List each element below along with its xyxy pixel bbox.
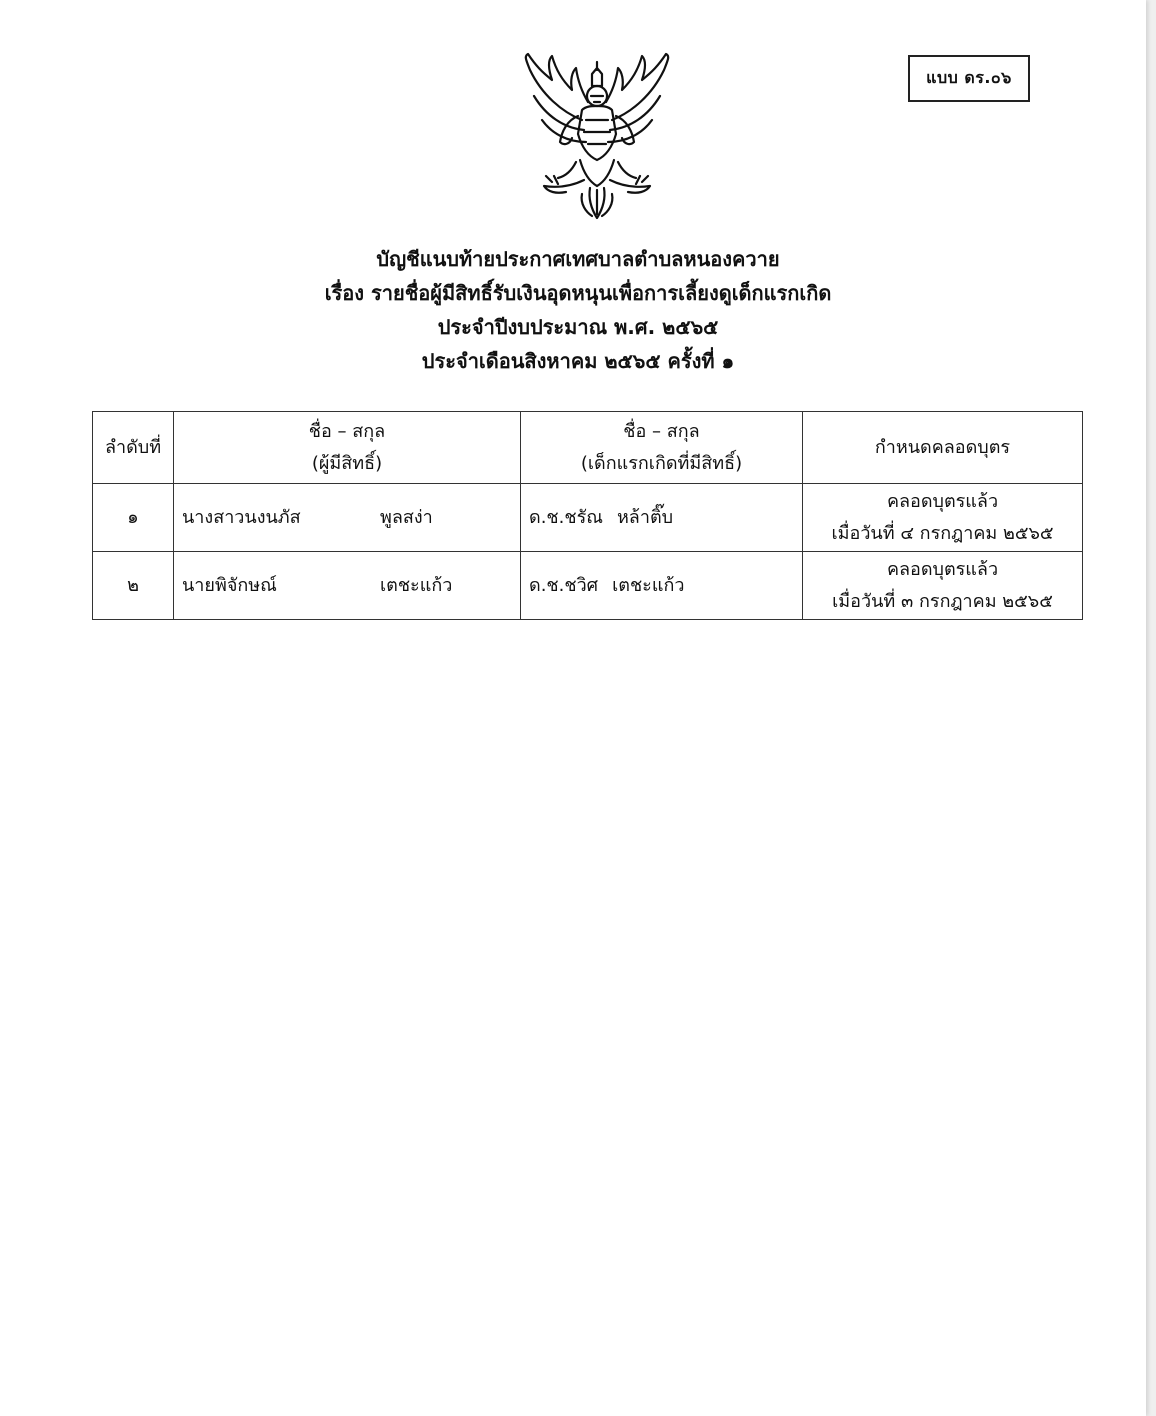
child-last-name: เตชะแก้ว bbox=[612, 574, 685, 596]
beneficiary-table bbox=[92, 411, 1083, 620]
garuda-emblem-icon bbox=[512, 50, 682, 222]
form-code-label: แบบ ดร.๐๖ bbox=[926, 68, 1012, 87]
row-number: ๑ bbox=[93, 484, 174, 552]
header-child-line-2: (เด็กแรกเกิดที่มีสิทธิ์) bbox=[580, 452, 743, 474]
header-child-name bbox=[521, 412, 803, 484]
header-parent-line-2: (ผู้มีสิทธิ์) bbox=[311, 452, 383, 474]
table-header-row bbox=[93, 412, 1083, 484]
header-parent-line-1: ชื่อ – สกุล bbox=[308, 420, 386, 442]
child-last-name: หล้าติ๊บ bbox=[616, 506, 674, 528]
parent-last-name: เตชะแก้ว bbox=[380, 574, 453, 596]
child-first-name: ด.ช.ชรัณ bbox=[529, 506, 603, 528]
birth-status: คลอดบุตรแล้ว bbox=[886, 490, 999, 512]
parent-last-name: พูลสง่า bbox=[380, 506, 433, 528]
parent-name-cell bbox=[174, 552, 521, 620]
header-birth: กำหนดคลอดบุตร bbox=[803, 412, 1083, 484]
heading-line-3: ประจำปีงบประมาณ พ.ศ. ๒๕๖๕ bbox=[437, 315, 719, 339]
heading-line-2: เรื่อง รายชื่อผู้มีสิทธิ์รับเงินอุดหนุนเพื่อการเลี้ยงดูเด็กแรกเกิด bbox=[324, 281, 832, 305]
parent-first-name: นายพิจักษณ์ bbox=[182, 574, 277, 596]
birth-date: เมื่อวันที่ ๓ กรกฎาคม ๒๕๖๕ bbox=[832, 590, 1053, 612]
header-parent-name bbox=[174, 412, 521, 484]
birth-date: เมื่อวันที่ ๔ กรกฎาคม ๒๕๖๕ bbox=[831, 522, 1054, 544]
birth-cell bbox=[803, 552, 1083, 620]
heading-line-4: ประจำเดือนสิงหาคม ๒๕๖๕ ครั้งที่ ๑ bbox=[421, 349, 735, 373]
form-code-box bbox=[908, 55, 1030, 102]
birth-cell bbox=[803, 484, 1083, 552]
child-name-cell bbox=[521, 484, 803, 552]
birth-status: คลอดบุตรแล้ว bbox=[886, 558, 999, 580]
table-row bbox=[93, 552, 1083, 620]
header-no: ลำดับที่ bbox=[93, 412, 174, 484]
parent-first-name: นางสาวนงนภัส bbox=[182, 506, 301, 528]
parent-name-cell bbox=[174, 484, 521, 552]
child-name-cell bbox=[521, 552, 803, 620]
table-row bbox=[93, 484, 1083, 552]
header-child-line-1: ชื่อ – สกุล bbox=[623, 420, 700, 442]
row-number: ๒ bbox=[93, 552, 174, 620]
child-first-name: ด.ช.ชวิศ bbox=[529, 574, 599, 596]
document-heading bbox=[0, 242, 1156, 378]
heading-line-1: บัญชีแนบท้ายประกาศเทศบาลตำบลหนองควาย bbox=[376, 247, 780, 271]
